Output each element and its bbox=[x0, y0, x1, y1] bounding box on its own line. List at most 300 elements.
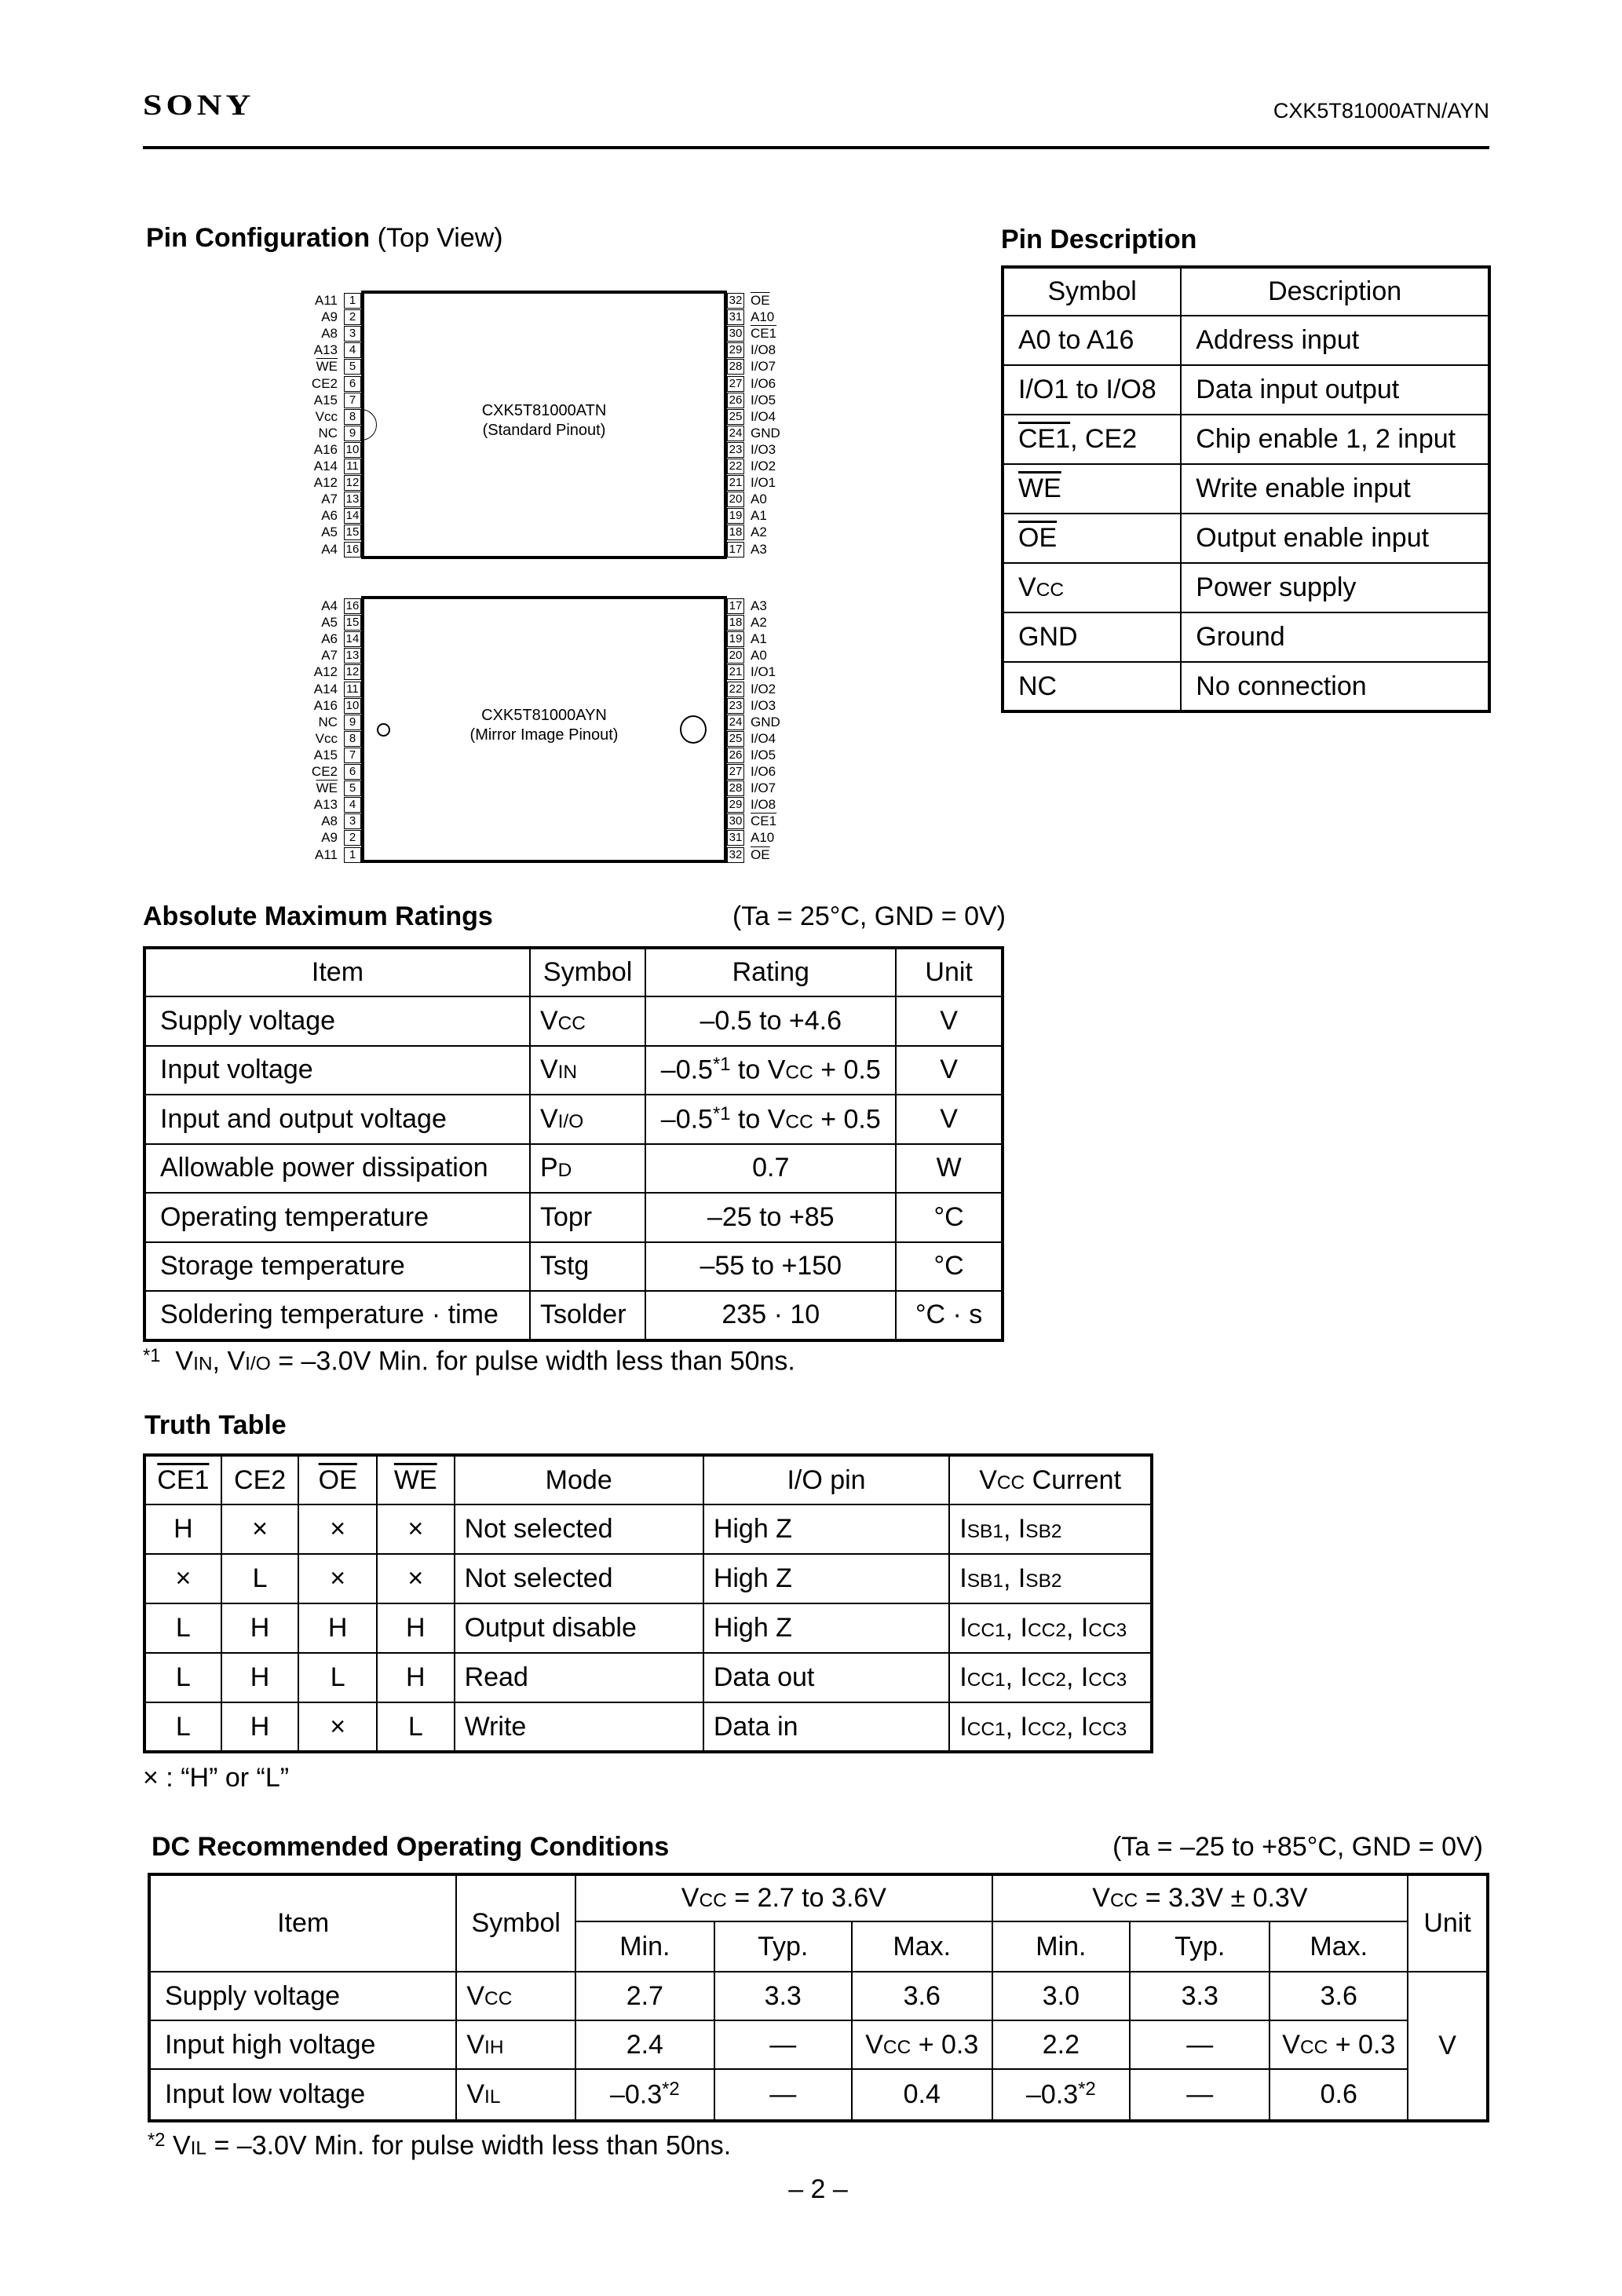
pin-label: A14 bbox=[313, 681, 338, 696]
text: V bbox=[539, 1055, 558, 1085]
subscript: SB2 bbox=[1025, 1570, 1062, 1592]
table-cell bbox=[144, 1242, 530, 1292]
subscript: CC2 bbox=[1027, 1620, 1066, 1641]
table-cell bbox=[456, 2069, 575, 2121]
active-low-signal: CE1 bbox=[1018, 424, 1071, 454]
text: L bbox=[175, 1613, 191, 1643]
dc-subheader: Max. bbox=[1269, 1921, 1408, 1972]
table-cell bbox=[852, 2020, 992, 2069]
footnote-marker: *1 bbox=[712, 1054, 731, 1076]
text: + 0.5 bbox=[813, 1055, 881, 1086]
footnote-marker: *1 bbox=[712, 1102, 731, 1124]
pin-number: 1 bbox=[344, 293, 361, 309]
pin1-marker-circle-icon bbox=[377, 723, 390, 737]
text: Not selected bbox=[464, 1563, 613, 1593]
pin-label: A9 bbox=[321, 830, 338, 846]
pin-label: A15 bbox=[313, 392, 338, 408]
pin-label: I/O1 bbox=[751, 475, 776, 491]
pin-number: 6 bbox=[344, 376, 361, 392]
table-cell bbox=[645, 1291, 896, 1340]
table-cell bbox=[703, 1653, 949, 1702]
text: V bbox=[979, 1464, 997, 1495]
text: , V bbox=[212, 1346, 246, 1377]
table-cell bbox=[1003, 514, 1181, 563]
text: , CE2 bbox=[1070, 424, 1138, 454]
table-cell bbox=[144, 1554, 221, 1603]
table-row bbox=[144, 996, 1003, 1046]
table-cell bbox=[575, 2020, 714, 2069]
pin-number: 16 bbox=[344, 598, 361, 614]
pin-number: 22 bbox=[727, 459, 744, 474]
table-cell bbox=[1181, 267, 1489, 316]
text: Rating bbox=[732, 957, 809, 987]
table-cell bbox=[852, 2069, 992, 2121]
table-row bbox=[144, 1046, 1003, 1095]
table-cell bbox=[703, 1554, 949, 1603]
text: = –3.0V Min. for pulse width less than 50ns. bbox=[270, 1346, 795, 1377]
pin-number: 29 bbox=[727, 342, 744, 358]
text: × bbox=[175, 1563, 192, 1593]
pin-number: 19 bbox=[727, 508, 744, 524]
table-cell bbox=[714, 1972, 852, 2020]
text: × bbox=[330, 1711, 346, 1742]
pin-label: $\overline{WE}$ bbox=[316, 781, 338, 796]
pin-label: I/O2 bbox=[751, 681, 776, 696]
pin-number: 9 bbox=[344, 715, 361, 730]
table-cell bbox=[1130, 2020, 1269, 2069]
subscript: CC bbox=[1109, 1890, 1138, 1911]
text: Supply voltage bbox=[160, 1005, 336, 1036]
text: × bbox=[407, 1563, 424, 1593]
pin-label: A13 bbox=[313, 342, 338, 358]
table-cell bbox=[1003, 662, 1181, 711]
pin-label: I/O3 bbox=[751, 697, 776, 713]
table-cell bbox=[530, 996, 645, 1046]
text: , I bbox=[1005, 1711, 1028, 1742]
abs-max-conditions: (Ta = 25°C, GND = 0V) bbox=[732, 901, 1006, 931]
table-cell bbox=[221, 1702, 299, 1752]
subscript: CC3 bbox=[1088, 1620, 1127, 1641]
pin-label: Vcc bbox=[315, 408, 338, 424]
pin-config-title: Pin Configuration bbox=[146, 223, 371, 253]
table-cell bbox=[949, 1455, 1152, 1504]
pin-number: 13 bbox=[344, 648, 361, 664]
pin-label: A1 bbox=[751, 508, 767, 524]
text: CE2 bbox=[234, 1464, 287, 1495]
text: Power supply bbox=[1196, 572, 1357, 602]
text: , I bbox=[1005, 1662, 1028, 1692]
text: Operating temperature bbox=[160, 1201, 429, 1232]
pin-number: 9 bbox=[344, 426, 361, 441]
pin-label: I/O8 bbox=[751, 797, 776, 813]
text: V bbox=[160, 1346, 194, 1377]
text: H bbox=[174, 1514, 193, 1544]
pin-label: I/O2 bbox=[751, 459, 776, 473]
text: L bbox=[175, 1711, 191, 1742]
text: Tstg bbox=[539, 1251, 590, 1281]
text: , I bbox=[1065, 1711, 1089, 1742]
subscript: CC3 bbox=[1088, 1718, 1127, 1740]
dc-conditions: (Ta = –25 to +85°C, GND = 0V) bbox=[1112, 1832, 1483, 1862]
pin-number: 24 bbox=[727, 426, 744, 441]
dc-subheader: Min. bbox=[992, 1921, 1130, 1972]
table-cell bbox=[949, 1554, 1152, 1603]
subscript: CC bbox=[996, 1472, 1025, 1493]
text: –55 to +150 bbox=[700, 1251, 842, 1281]
text: — bbox=[1186, 2029, 1214, 2060]
table-row bbox=[144, 1702, 1152, 1752]
table-row bbox=[149, 1972, 1488, 2020]
pin-number: 16 bbox=[344, 542, 361, 558]
pin-label: A11 bbox=[315, 293, 338, 308]
table-cell bbox=[1003, 365, 1181, 415]
table-cell bbox=[377, 1455, 455, 1504]
text: 0.6 bbox=[1320, 2079, 1357, 2109]
subscript: IN bbox=[193, 1353, 213, 1375]
pin-label: I/O5 bbox=[751, 392, 776, 408]
subscript: SB2 bbox=[1025, 1521, 1062, 1542]
text: I/O pin bbox=[787, 1464, 866, 1495]
active-low-signal: $\overline{WE}$ bbox=[393, 1464, 437, 1495]
text: L bbox=[252, 1563, 268, 1593]
dc-footnote bbox=[148, 2130, 731, 2162]
table-cell bbox=[455, 1455, 703, 1504]
table-row bbox=[144, 1193, 1003, 1242]
subscript: SB1 bbox=[966, 1570, 1003, 1592]
text: to V bbox=[730, 1055, 786, 1086]
table-cell bbox=[896, 1144, 1003, 1194]
text: = 2.7 to 3.6V bbox=[726, 1883, 886, 1913]
pin-number: 12 bbox=[344, 664, 361, 680]
text: –25 to +85 bbox=[707, 1201, 835, 1232]
table-cell bbox=[714, 2069, 852, 2121]
table-cell bbox=[144, 1702, 221, 1752]
table-cell bbox=[703, 1603, 949, 1653]
pin-number: 21 bbox=[727, 664, 744, 680]
table-cell bbox=[221, 1504, 299, 1554]
text: Chip enable 1, 2 input bbox=[1196, 424, 1456, 454]
pin-label: CE2 bbox=[311, 375, 338, 391]
text: I bbox=[959, 1514, 967, 1544]
pin-config-heading bbox=[146, 223, 503, 254]
text: Input and output voltage bbox=[160, 1103, 447, 1134]
pin-label: A6 bbox=[321, 631, 338, 647]
text: I bbox=[959, 1613, 967, 1643]
text: V bbox=[1282, 2029, 1300, 2060]
table-cell bbox=[144, 1046, 530, 1095]
pin-label: I/O8 bbox=[751, 342, 776, 358]
pin-label: A2 bbox=[751, 525, 767, 540]
text: Unit bbox=[925, 957, 973, 987]
table-row bbox=[1003, 612, 1489, 662]
pin-number: 13 bbox=[344, 492, 361, 507]
pin-number: 12 bbox=[344, 475, 361, 491]
pin-number: 15 bbox=[344, 525, 361, 540]
text: Data in bbox=[713, 1711, 798, 1742]
table-cell bbox=[144, 1144, 530, 1194]
footnote-marker: *2 bbox=[662, 2078, 680, 2100]
text: H bbox=[406, 1662, 426, 1692]
pin-label: A0 bbox=[751, 648, 767, 664]
text: × bbox=[252, 1514, 269, 1544]
pin-label: A12 bbox=[313, 664, 338, 680]
text: H bbox=[406, 1613, 426, 1643]
text: V bbox=[466, 2029, 485, 2060]
text: 2.4 bbox=[626, 2029, 663, 2060]
text: V bbox=[940, 1005, 958, 1036]
pin-config-note: (Top View) bbox=[377, 223, 503, 253]
table-cell bbox=[1003, 563, 1181, 612]
text: I bbox=[959, 1662, 967, 1692]
pin-number: 29 bbox=[727, 797, 744, 813]
pin-label: I/O7 bbox=[751, 359, 776, 375]
text: Item bbox=[311, 957, 364, 987]
dc-header-group2 bbox=[992, 1874, 1408, 1921]
table-cell bbox=[1130, 2069, 1269, 2121]
text: V bbox=[539, 1005, 558, 1036]
pin-label: A15 bbox=[313, 747, 338, 762]
text: = 3.3V ± 0.3V bbox=[1138, 1883, 1308, 1913]
table-cell bbox=[852, 1972, 992, 2020]
table-cell bbox=[144, 1291, 530, 1340]
pin-number: 18 bbox=[727, 615, 744, 631]
table-cell bbox=[992, 1972, 1130, 2020]
text: , I bbox=[1065, 1613, 1089, 1643]
pin-number: 4 bbox=[344, 797, 361, 813]
table-cell bbox=[896, 996, 1003, 1046]
table-cell bbox=[530, 1144, 645, 1194]
table-cell bbox=[1181, 464, 1489, 514]
table-cell bbox=[456, 2020, 575, 2069]
pin-label: I/O6 bbox=[751, 764, 776, 779]
dc-header-group1 bbox=[575, 1874, 992, 1921]
text: Data out bbox=[713, 1662, 815, 1692]
table-row bbox=[144, 1095, 1003, 1144]
pin-number: 32 bbox=[727, 293, 744, 309]
table-cell bbox=[1269, 2020, 1408, 2069]
table-cell bbox=[149, 1972, 456, 2020]
text: Output disable bbox=[464, 1613, 637, 1643]
table-cell bbox=[992, 2069, 1130, 2121]
pin-number: 14 bbox=[344, 508, 361, 524]
dc-header-symbol: Symbol bbox=[456, 1874, 575, 1972]
text: Address input bbox=[1196, 325, 1360, 355]
subscript: IL bbox=[484, 2086, 501, 2108]
subscript: IH bbox=[484, 2036, 504, 2058]
pin-label: $\overline{WE}$ bbox=[316, 359, 338, 375]
subscript: CC1 bbox=[966, 1718, 1006, 1740]
pin-label: A11 bbox=[315, 846, 338, 862]
pin-label: GND bbox=[751, 425, 780, 441]
subscript: SB1 bbox=[966, 1521, 1003, 1542]
pin-label: A16 bbox=[313, 441, 338, 457]
abs-max-footnote bbox=[143, 1345, 795, 1377]
table-cell bbox=[949, 1504, 1152, 1554]
text: Allowable power dissipation bbox=[160, 1153, 488, 1183]
table-cell bbox=[530, 1046, 645, 1095]
table-cell bbox=[455, 1504, 703, 1554]
subscript: CC3 bbox=[1088, 1669, 1127, 1691]
pin-label: Vcc bbox=[315, 730, 338, 746]
text: 0.4 bbox=[903, 2079, 941, 2109]
text: L bbox=[330, 1662, 345, 1692]
chip-pinout-type: (Standard Pinout) bbox=[482, 422, 606, 439]
text: W bbox=[936, 1153, 962, 1183]
table-row bbox=[1003, 464, 1489, 514]
table-cell bbox=[298, 1554, 377, 1603]
pin-label: A3 bbox=[751, 598, 767, 613]
text: × bbox=[330, 1563, 346, 1593]
pin-number: 2 bbox=[344, 309, 361, 325]
text: + 0.5 bbox=[813, 1104, 881, 1135]
subscript: CC bbox=[1036, 579, 1065, 601]
subscript: CC bbox=[1299, 2036, 1328, 2058]
text: I/O1 to I/O8 bbox=[1018, 375, 1156, 404]
subscript: CC bbox=[785, 1111, 813, 1133]
text: A0 to A16 bbox=[1018, 325, 1134, 355]
text: H bbox=[250, 1613, 270, 1643]
text: Input high voltage bbox=[165, 2029, 376, 2060]
pin-number: 14 bbox=[344, 631, 361, 647]
pin-number: 22 bbox=[727, 682, 744, 697]
text: °C bbox=[933, 1251, 964, 1281]
table-cell bbox=[1181, 563, 1489, 612]
table-cell bbox=[1181, 365, 1489, 415]
pin-label: A6 bbox=[321, 508, 338, 524]
text: Topr bbox=[539, 1201, 593, 1232]
text: Data input output bbox=[1196, 375, 1400, 404]
table-cell bbox=[298, 1455, 377, 1504]
table-row bbox=[1003, 514, 1489, 563]
text: I bbox=[959, 1711, 967, 1742]
table-cell bbox=[298, 1702, 377, 1752]
text: — bbox=[1186, 2079, 1214, 2109]
pin-label: A5 bbox=[321, 525, 338, 540]
table-cell bbox=[714, 2020, 852, 2069]
pin-label: A10 bbox=[751, 830, 775, 846]
table-cell bbox=[1003, 464, 1181, 514]
pin-number: 10 bbox=[344, 442, 361, 458]
pin-label: A9 bbox=[321, 309, 338, 325]
table-cell bbox=[1130, 1972, 1269, 2020]
table-cell bbox=[1181, 612, 1489, 662]
table-header-row bbox=[1003, 267, 1489, 316]
pin-label: GND bbox=[751, 714, 780, 729]
pin-label: CE2 bbox=[311, 764, 338, 779]
subscript: CC bbox=[882, 2036, 911, 2058]
table-cell bbox=[298, 1504, 377, 1554]
table-cell bbox=[144, 1504, 221, 1554]
chip-pinout-type: (Mirror Image Pinout) bbox=[469, 726, 619, 744]
abs-max-table bbox=[143, 946, 1004, 1342]
text: Mode bbox=[545, 1464, 612, 1495]
text: V bbox=[466, 1980, 485, 2011]
table-cell bbox=[144, 1455, 221, 1504]
pin-number: 23 bbox=[727, 698, 744, 714]
table-cell bbox=[575, 2069, 714, 2121]
text: to V bbox=[730, 1104, 786, 1135]
table-header-row bbox=[144, 948, 1003, 996]
table-cell bbox=[530, 948, 645, 996]
pin-label: I/O4 bbox=[751, 408, 776, 424]
text: , I bbox=[1003, 1514, 1026, 1544]
pin-number: 11 bbox=[344, 459, 361, 474]
table-row bbox=[144, 1554, 1152, 1603]
subscript: CC bbox=[484, 1987, 513, 2009]
table-row bbox=[1003, 563, 1489, 612]
dc-header-item: Item bbox=[149, 1874, 456, 1972]
text: V bbox=[466, 2079, 485, 2109]
pin-number: 31 bbox=[727, 830, 744, 846]
table-cell bbox=[949, 1653, 1152, 1702]
table-cell bbox=[703, 1455, 949, 1504]
table-row bbox=[144, 1144, 1003, 1194]
pin-number: 27 bbox=[727, 376, 744, 392]
pin-label: $\overline{OE}$ bbox=[751, 293, 770, 308]
table-cell bbox=[645, 1242, 896, 1292]
text: Current bbox=[1025, 1464, 1122, 1495]
text: V bbox=[681, 1883, 700, 1913]
text: — bbox=[769, 2079, 797, 2109]
pin-label: A8 bbox=[321, 813, 338, 829]
pin-label: A4 bbox=[321, 598, 338, 613]
table-cell bbox=[377, 1504, 455, 1554]
dc-title: DC Recommended Operating Conditions bbox=[152, 1832, 670, 1862]
pin-number: 30 bbox=[727, 813, 744, 829]
text: = –3.0V Min. for pulse width less than 50ns. bbox=[206, 2130, 732, 2161]
dc-conditions-table bbox=[148, 1873, 1489, 2122]
pin-label: A3 bbox=[751, 541, 767, 557]
text: 3.3 bbox=[1181, 1980, 1218, 2011]
table-cell bbox=[377, 1702, 455, 1752]
text: –0.3 bbox=[609, 2079, 663, 2110]
table-cell bbox=[298, 1653, 377, 1702]
table-cell bbox=[1181, 316, 1489, 365]
table-cell bbox=[530, 1242, 645, 1292]
pin-label: CE1 bbox=[751, 326, 777, 342]
pin-number: 6 bbox=[344, 764, 361, 780]
pin-label: A12 bbox=[313, 475, 338, 491]
text: H bbox=[327, 1613, 348, 1643]
text: V bbox=[539, 1103, 558, 1134]
subscript: I/O bbox=[245, 1353, 271, 1375]
table-cell bbox=[896, 1291, 1003, 1340]
dc-subheader: Max. bbox=[852, 1921, 992, 1972]
text: Tsolder bbox=[539, 1300, 627, 1330]
table-cell bbox=[144, 1653, 221, 1702]
pin-label: CE1 bbox=[751, 813, 777, 829]
text: Supply voltage bbox=[165, 1980, 341, 2011]
pin-number: 23 bbox=[727, 442, 744, 458]
text: °C bbox=[933, 1201, 964, 1232]
text: Input low voltage bbox=[165, 2079, 366, 2109]
pin-description-table bbox=[1001, 265, 1491, 713]
header-rule bbox=[143, 146, 1489, 149]
pin-number: 8 bbox=[344, 409, 361, 425]
table-cell bbox=[149, 2020, 456, 2069]
table-row bbox=[149, 2069, 1488, 2121]
pin-number: 17 bbox=[727, 542, 744, 558]
pin-number: 28 bbox=[727, 359, 744, 375]
table-cell bbox=[456, 1972, 575, 2020]
text: High Z bbox=[713, 1563, 792, 1593]
pin-label: A4 bbox=[321, 541, 338, 557]
ejector-pin-circle-icon bbox=[680, 715, 707, 744]
table-cell bbox=[455, 1603, 703, 1653]
text: No connection bbox=[1196, 671, 1367, 701]
text: –0.5 bbox=[660, 1104, 713, 1135]
table-cell bbox=[1181, 415, 1489, 464]
